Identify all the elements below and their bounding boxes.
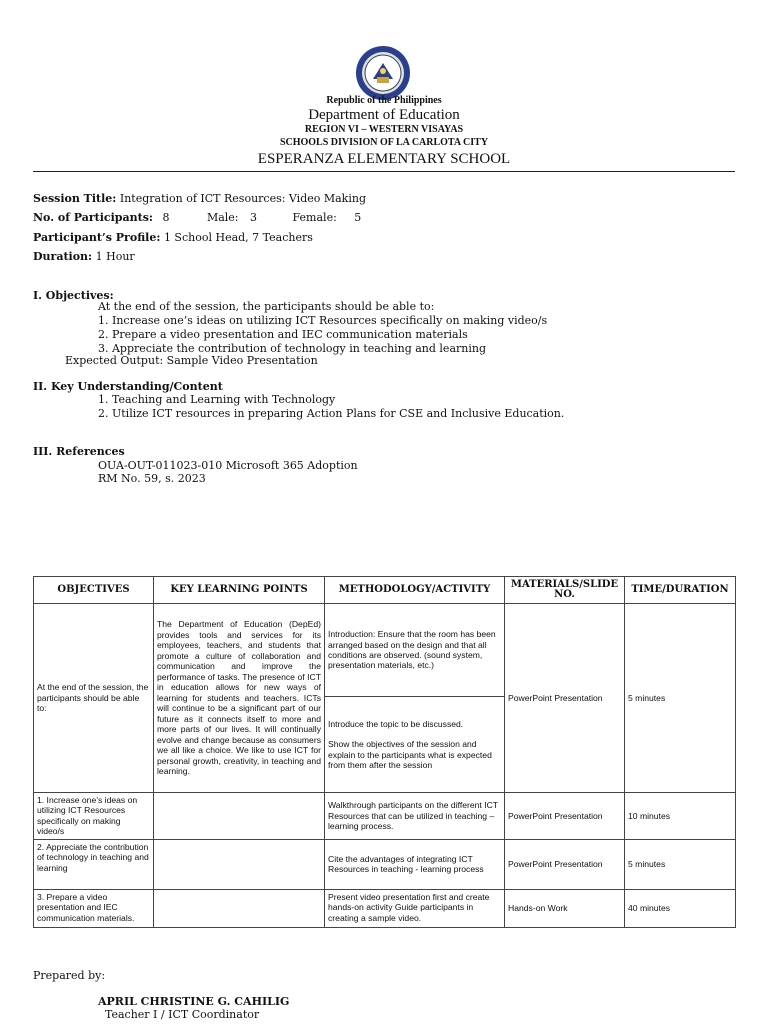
- table-row: [34, 793, 736, 840]
- cell-objective: 1. Increase one’s ideas on utilizing ICT Resources specifically on making video/s: [34, 793, 154, 840]
- references-heading: III. References: [33, 445, 125, 458]
- cell-time: 5 minutes: [625, 839, 736, 889]
- cell-key-points: The Department of Education (DepEd) provides tools and services for its employees, teachers, and students that promote a culture of collaboration and communication and improve the performance of tasks. The presence of ICT in education allows for new ways of learning for students and teachers. ICTs will continue to be a significant part of our future as it connects itself to more and more parts of our lives. It will continually evolve and change because as consumers we all like a choice. We like to use ICT for personal growth, creativity, in teaching and learning.: [154, 604, 325, 793]
- objective-item: 2. Prepare a video presentation and IEC communication materials: [98, 328, 468, 341]
- cell-materials: PowerPoint Presentation: [505, 793, 625, 840]
- key-understanding-item: 2. Utilize ICT resources in preparing Action Plans for CSE and Inclusive Education.: [98, 407, 565, 420]
- cell-methodology: Introduction: Ensure that the room has been arranged based on the design and that all conditions are observed. (sound system, presentation materials, etc.): [325, 604, 505, 697]
- session-title-label: Session Title:: [33, 192, 117, 205]
- cell-materials: PowerPoint Presentation: [505, 839, 625, 889]
- header-divider: [33, 171, 735, 172]
- column-header-time: TIME/DURATION: [625, 577, 736, 604]
- objectives-heading: I. Objectives:: [33, 289, 114, 302]
- column-header-materials: MATERIALS/SLIDE NO.: [505, 577, 625, 604]
- header-division: SCHOOLS DIVISION OF LA CARLOTA CITY: [279, 137, 489, 148]
- cell-methodology: [325, 697, 505, 793]
- table-row: [34, 889, 736, 927]
- cell-methodology: Cite the advantages of integrating ICT Resources in teaching - learning process: [325, 839, 505, 889]
- expected-output: Expected Output: Sample Video Presentation: [65, 354, 318, 367]
- column-header-methodology: METHODOLOGY/ACTIVITY: [325, 577, 505, 604]
- prepared-by-label: Prepared by:: [33, 969, 106, 982]
- female-label: Female:: [292, 211, 337, 224]
- objective-item: 1. Increase one’s ideas on utilizing ICT Resources specifically on making video/s: [98, 314, 548, 327]
- cell-time: 40 minutes: [625, 889, 736, 927]
- session-title-value: Integration of ICT Resources: Video Making: [119, 192, 366, 205]
- header-school-name: ESPERANZA ELEMENTARY SCHOOL: [257, 151, 511, 167]
- cell-objective: 2. Appreciate the contribution of technology in teaching and learning: [34, 839, 154, 889]
- column-header-objectives: OBJECTIVES: [34, 577, 154, 604]
- header-republic: Republic of the Philippines: [326, 95, 442, 106]
- duration-line: [33, 250, 135, 263]
- cell-key-points: [154, 793, 325, 840]
- cell-methodology: Present video presentation first and create hands-on activity Guide participants in creating a sample video.: [325, 889, 505, 927]
- header-region: REGION VI – WESTERN VISAYAS: [304, 124, 464, 135]
- cell-time: 5 minutes: [625, 604, 736, 793]
- session-plan-table: [33, 576, 736, 928]
- preparer-position: Teacher I / ICT Coordinator: [105, 1008, 260, 1021]
- male-label: Male:: [206, 211, 239, 224]
- table-row: [34, 604, 736, 697]
- cell-objective: 3. Prepare a video presentation and IEC communication materials.: [34, 889, 154, 927]
- cell-materials: Hands-on Work: [505, 889, 625, 927]
- female-value: 5: [354, 211, 362, 224]
- participants-value: 8: [162, 211, 170, 224]
- deped-seal-logo: [355, 45, 411, 101]
- table-header-row: [34, 577, 736, 604]
- participants-label: No. of Participants:: [33, 211, 153, 224]
- cell-key-points: [154, 889, 325, 927]
- preparer-name: APRIL CHRISTINE G. CAHILIG: [98, 995, 290, 1008]
- reference-item: OUA-OUT-011023-010 Microsoft 365 Adoption: [98, 459, 358, 472]
- header-department: Department of Education: [308, 107, 460, 123]
- reference-item: RM No. 59, s. 2023: [98, 472, 206, 485]
- profile-line: [33, 231, 313, 244]
- key-understanding-heading: II. Key Understanding/Content: [33, 380, 223, 393]
- profile-value: 1 School Head, 7 Teachers: [163, 231, 313, 244]
- objectives-intro: At the end of the session, the participants should be able to:: [98, 300, 435, 313]
- participants-line: [33, 211, 361, 224]
- key-understanding-item: 1. Teaching and Learning with Technology: [98, 393, 336, 406]
- table-row: [34, 839, 736, 889]
- duration-value: 1 Hour: [95, 250, 135, 263]
- methodology-line: Show the objectives of the session and explain to the participants what is expected from them after the session: [328, 739, 492, 770]
- methodology-line: Introduce the topic to be discussed.: [328, 718, 464, 729]
- objective-item: 3. Appreciate the contribution of technology in teaching and learning: [98, 342, 486, 355]
- session-title-line: [33, 192, 366, 205]
- cell-objective: At the end of the session, the participants should be able to:: [34, 604, 154, 793]
- profile-label: Participant’s Profile:: [33, 231, 161, 244]
- cell-key-points: [154, 839, 325, 889]
- duration-label: Duration:: [33, 250, 93, 263]
- cell-methodology: Walkthrough participants on the different ICT Resources that can be utilized in teaching – learning process.: [325, 793, 505, 840]
- male-value: 3: [250, 211, 258, 224]
- cell-materials: PowerPoint Presentation: [505, 604, 625, 793]
- cell-time: 10 minutes: [625, 793, 736, 840]
- column-header-key-learning-points: KEY LEARNING POINTS: [154, 577, 325, 604]
